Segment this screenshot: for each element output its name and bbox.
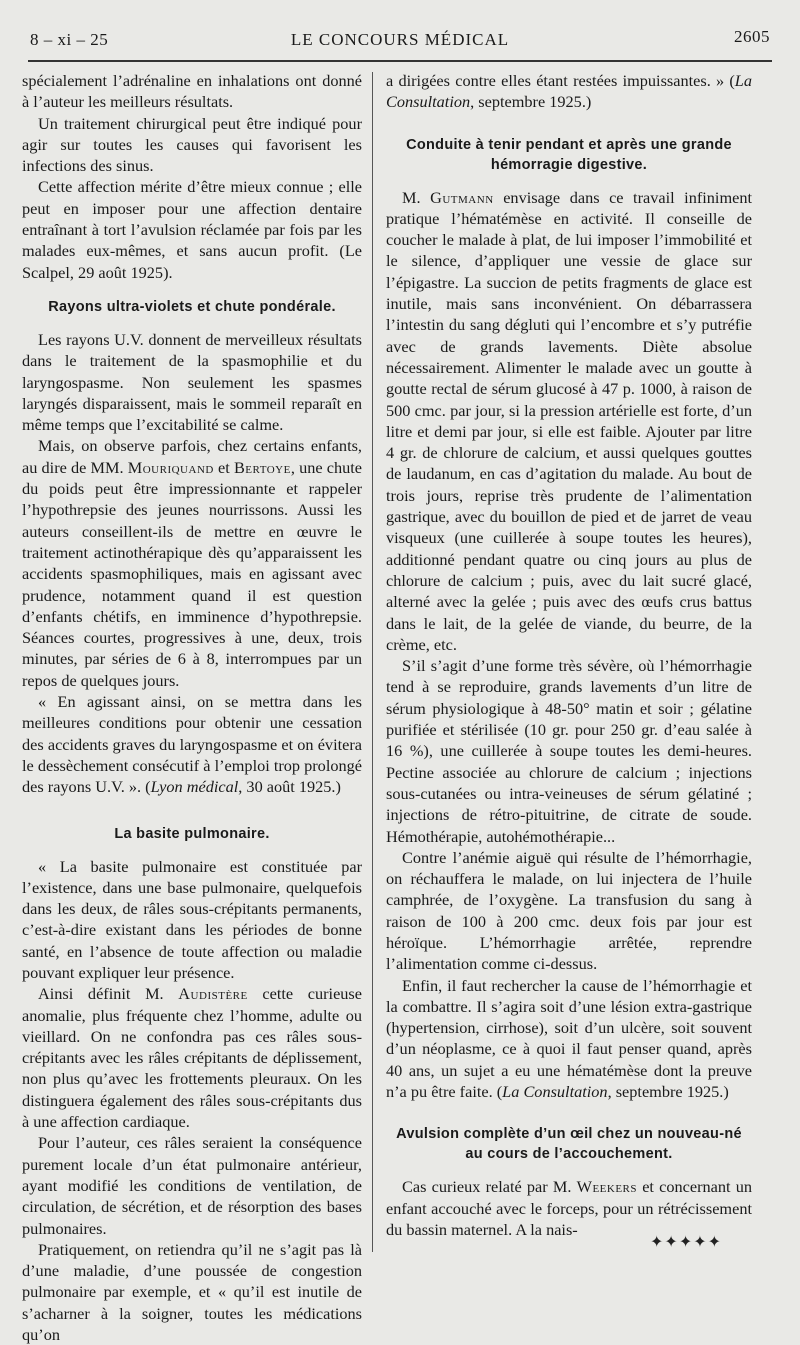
author-name: Gutmann <box>430 187 494 207</box>
basite-paragraph-3: Pour l’auteur, ces râles seraient la conséquence purement locale d’un état pulmonaire antérieur, ayant modifié les conditions de ventilation, de circulation, de sécrétion, et de résorption des bases pulmonaires. <box>22 1133 362 1238</box>
source-citation: La Consultation <box>386 71 752 112</box>
uv-paragraph-3: « En agissant ainsi, on se mettra dans les meilleures conditions pour obtenir une cessation des accidents graves du laryngospasme et on évitera le dessèchement consécutif à l’emploi trop prolongé des rayons U.V. ». (Lyon médical, 30 août 1925.) <box>22 692 362 797</box>
header-rule <box>28 60 772 62</box>
hemorragie-paragraph-1: M. Gutmann envisage dans ce travail infiniment pratique l’hématémèse en activité. Il conseille de coucher le malade à plat, de lui imposer l’immobilité et le silence, d’appliquer une vessie de glace sur l’épigastre. La succion de petits fragments de glace est inutile, mais sans inconvénient. On débarrassera l’intestin du sang dégluti qui l’encombre et s’y putréfie avec de grands lavements. Diète absolue nécessairement. Alimenter le malade avec un goutte à goutte rectal de sérum glucosé à 47 p. 1000, à raison de 500 cmc. par jour, si la pression artérielle est forte, d’un litre et demi par jour, si elle est faible. Ajouter par litre 4 gr. de chlorure de calcium, et aussi quelques gouttes de laudanum, en cas d’agitation du malade. Au bout de trois jours, reprise très prudente de l’alimentation gastrique, avec du bouillon de pied et de jarret de veau visqueux (une cuillerée à soupe toutes les heures), additionné pendant quatre ou cinq jours au plus de chlorure de calcium ; puis, avec du lait sucré glacé, alterné avec la gelée ; puis avec des œufs crus battus dans le lait, de la gelée de viande, du beurre, de la crème, etc. <box>386 187 753 654</box>
hemorragie-paragraph-3: Contre l’anémie aiguë qui résulte de l’hémorrhagie, on réchauffera le malade, on lui injectera de l’huile camphrée, de l’oxygène. La transfusion du sang à raison de 100 à 200 cmc. deux fois par jour est héroïque. L’hémorrhagie arrêtée, reprendre l’alimentation comme ci-dessus. <box>386 847 752 974</box>
issue-date: 8 – xi – 25 <box>30 30 109 49</box>
basite-paragraph-1: « La basite pulmonaire est constituée par l’existence, dans une base pulmonaire, quelquefois dans les deux, de râles sous-crépitants permanents, c’est-à-dire existant dans les périodes de bonne santé, en l’absence de toute affection ou maladie pouvant expliquer leur présence. <box>22 856 362 982</box>
column-divider <box>372 72 373 1252</box>
author-name: Weekers <box>576 1177 638 1197</box>
basite-paragraph-2: Ainsi définit M. Audistère cette curieuse anomalie, plus fréquente chez l’homme, adulte ou vieillard. On ne confondra pas ces râles sous-crépitants avec les râles crépitants de déplissement, non plus qu’avec les frottements pleuraux. On les distinguera également des râles sous-crépitants dus à une affection cardiaque. <box>22 984 362 1132</box>
author-name: Mouriquand <box>127 457 214 477</box>
avulsion-paragraph-1: Cas curieux relaté par M. Weekers et concernant un enfant accouché avec le forceps, pour un rétrécissement du bassin maternel. A la nais- <box>386 1177 752 1239</box>
right-column <box>386 70 752 1240</box>
source-citation: La Consultation <box>502 1082 608 1102</box>
section-heading-avulsion: Avulsion complète d’un œil chez un nouveau-né au cours de l’accouchement. <box>396 1126 742 1163</box>
basite-paragraph-4: Pratiquement, on retiendra qu’il ne s’agit pas là d’une maladie, d’une poussée de congestion pulmonaire par exemple, et « qu’il est inutile de s’acharner à la soigner, toutes les médications qu’on <box>22 1239 362 1345</box>
page-header <box>30 27 770 56</box>
author-name: Bertoye <box>233 457 291 477</box>
intro-paragraph: Cette affection mérite d’être mieux connue ; elle peut en imposer pour une affection dentaire entraînant à tort l’avulsion réclamée par fois par les malades eux-mêmes, et sans aucun profit. (Le Scalpel, 29 août 1925). <box>22 177 362 282</box>
hemorragie-paragraph-2: S’il s’agit d’une forme très sévère, où l’hémorrhagie tend à se reproduire, grands lavements d’un litre de sérum physiologique à 48-50° matin et soir ; gélatine purifiée et stérilisée (10 gr. pour 250 gr. d’eau salée à 16 %), une cuillerée à soupe toutes les demi-heures. Pectine associée au chlorure de calcium ; injections sous-cutanées ou intra-veineuses de sérum gélatiné ; injections de rétro-pituitrine, de citrate de soude. Hémothérapie, autohémothérapie... <box>386 656 752 846</box>
footer-ornament: ✦✦✦✦✦ <box>650 1234 723 1251</box>
intro-paragraph: spécialement l’adrénaline en inhalations ont donné à l’auteur les meilleurs résultats. <box>22 71 362 112</box>
section-heading-basite: La basite pulmonaire. <box>114 825 270 842</box>
continued-paragraph: a dirigées contre elles étant restées impuissantes. » (La Consultation, septembre 1925.) <box>386 71 752 112</box>
journal-title: LE CONCOURS MÉDICAL <box>290 30 510 49</box>
section-heading-hemorragie: Conduite à tenir pendant et après une grande hémorragie digestive. <box>406 136 732 173</box>
hemorragie-paragraph-4: Enfin, il faut rechercher la cause de l’hémorrhagie et la combattre. Il s’agira soit d’une lésion extra-gastrique (hypertension, cirrhose), soit d’un ulcère, soit souvent d’un néoplasme, ce à quoi il faut penser quand, après 40 ans, un sujet a eu une hématémèse dont la preuve n’a pu être faite. (La Consultation, septembre 1925.) <box>386 975 752 1102</box>
left-column <box>22 70 362 1345</box>
source-citation: Lyon médical <box>150 777 239 797</box>
uv-paragraph-2: Mais, on observe parfois, chez certains enfants, au dire de MM. Mouriquand et Bertoye, une chute du poids peut être impressionnante et rappeler l’hypothrepsie des jeunes nourrissons. Aussi les auteurs conseillent-ils de mettre en œuvre le traitement actinothérapique dès qu’apparaissent les accidents spasmophiliques, mais en agissant avec prudence, notamment quand il est question d’enfants chétifs, en imminence d’hypothrepsie. Séances courtes, progressives à une, deux, trois minutes, par séries de 6 à 8, interrompues par un repos de quelques jours. <box>22 436 362 690</box>
page-number: 2605 <box>734 27 770 46</box>
section-heading-uv: Rayons ultra-violets et chute pondérale. <box>48 298 336 315</box>
intro-paragraph: Un traitement chirurgical peut être indiqué pour agir sur toutes les causes qui favorisent les infections des sinus. <box>22 113 362 176</box>
uv-paragraph-1: Les rayons U.V. donnent de merveilleux résultats dans le traitement de la spasmophilie et du laryngospasme. Non seulement les spasmes laryngés disparaissent, mais le sommeil reparaît en même temps que l’excitabilité se calme. <box>22 329 362 435</box>
author-name: Audistère <box>178 984 248 1004</box>
